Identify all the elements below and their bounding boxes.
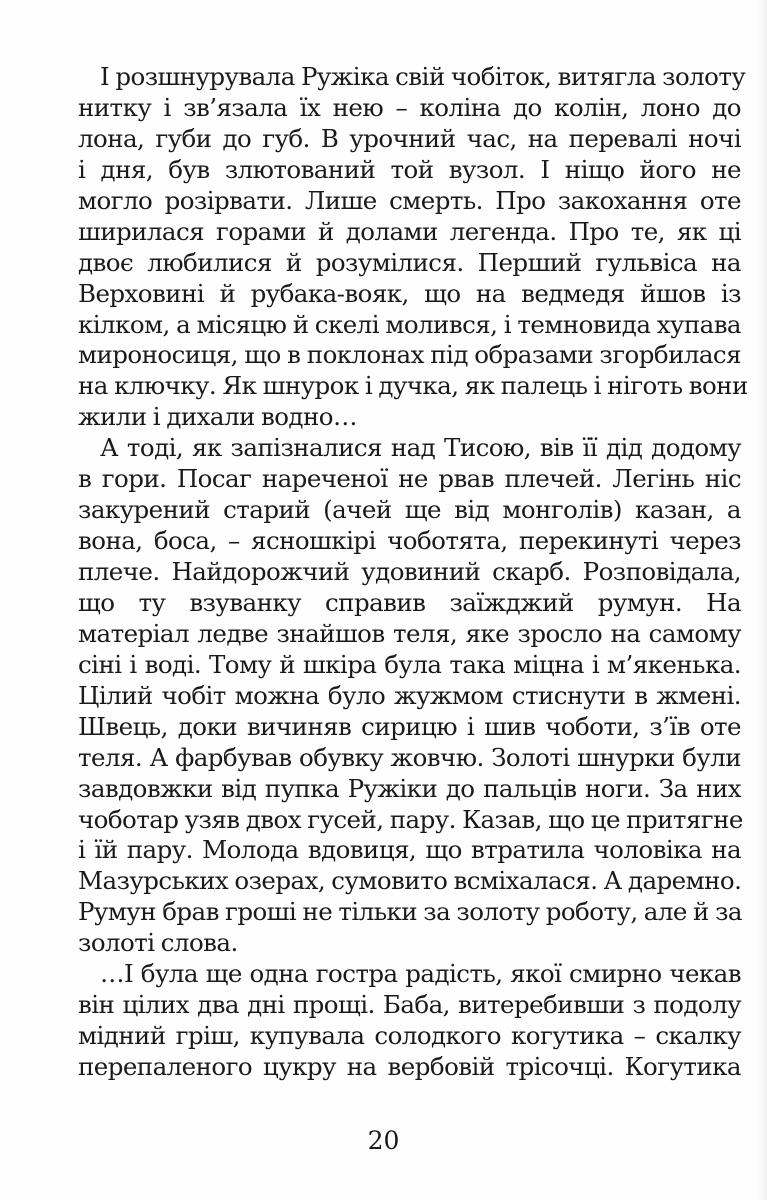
text-line: кілком, а місяцю й скелі молився, і темновида хупава [78, 309, 741, 339]
text-line: закурений старий (ачей ще від монголів) казан, а [78, 495, 741, 525]
text-line: А тоді, як запізналися над Тисою, вів її дід додому [100, 433, 741, 463]
text-line: чоботар узяв двох гусей, пару. Казав, що це притягне [78, 804, 743, 834]
text-line: завдовжки від пупка Ружіки до пальців ноги. За них [78, 773, 741, 803]
text-line: золоті слова. [78, 928, 238, 958]
text-line: що ту взуванку справив заїжджий румун. На [78, 587, 741, 617]
text-line: і дня, був злютований той вузол. І ніщо його не [78, 154, 741, 184]
text-line: нитку і зв’язала їх нею – коліна до колін, лоно до [78, 92, 741, 122]
page-number: 20 [367, 1126, 400, 1155]
text-line: плече. Найдорожчий удовиний скарб. Розповідала, [78, 557, 741, 586]
text-line: матеріал ледве знайшов теля, яке зросло на самому [78, 618, 741, 648]
text-line: жили і дихали водно… [78, 402, 357, 432]
text-line: на ключку. Як шнурок і дучка, як палець і ніготь вони [78, 371, 748, 401]
text-line: Румун брав гроші не тільки за золоту роботу, але й за [78, 897, 742, 927]
text-line: в гори. Посаг нареченої не рвав плечей. Легінь ніс [78, 464, 741, 494]
text-line: теля. А фарбував обувку жовчю. Золоті шнурки були [78, 742, 741, 772]
text-line: він цілих два дні прощі. Баба, витеребивши з подолу [78, 990, 741, 1020]
page-edge-shadow [757, 0, 767, 1200]
text-line: двоє любилися й розумілися. Перший гульвіса на [78, 247, 741, 277]
text-line: вона, боса, – ясношкірі чоботята, перекинуті через [78, 526, 741, 556]
text-line: ширилася горами й долами легенда. Про те, як ці [78, 216, 741, 246]
text-line: лона, губи до губ. В урочний час, на перевалі ночі [78, 123, 741, 153]
text-line: перепаленого цукру на вербовій трісочці. Когутика [78, 1052, 741, 1081]
text-line: і їй пару. Молода вдовиця, що втратила чоловіка на [78, 835, 741, 865]
text-line: сіні і воді. Тому й шкіра була така міцна і м’якенька. [78, 649, 741, 679]
text-line: Верховині й рубака-вояк, що на ведмедя йшов із [78, 278, 741, 308]
text-line: …І була ще одна гостра радість, якої смирно чекав [100, 959, 741, 989]
text-line: Цілий чобіт можна було жужмом стиснути в жмені. [78, 680, 741, 710]
body-text [78, 62, 748, 1083]
text-line: Швець, доки вичиняв сирицю і шив чоботи, з’їв оте [78, 711, 741, 741]
text-line: мироносиця, що в поклонах під образами згорбилася [78, 340, 741, 370]
text-line: І розшнурувала Ружіка свій чобіток, витягла золоту [100, 62, 746, 91]
text-line: могло розірвати. Лише смерть. Про закохання оте [78, 185, 741, 215]
text-line: Мазурських озерах, сумовито всміхалася. А даремно. [78, 866, 742, 896]
text-line: мідний гріш, купувала солодкого когутика – скалку [78, 1021, 741, 1051]
